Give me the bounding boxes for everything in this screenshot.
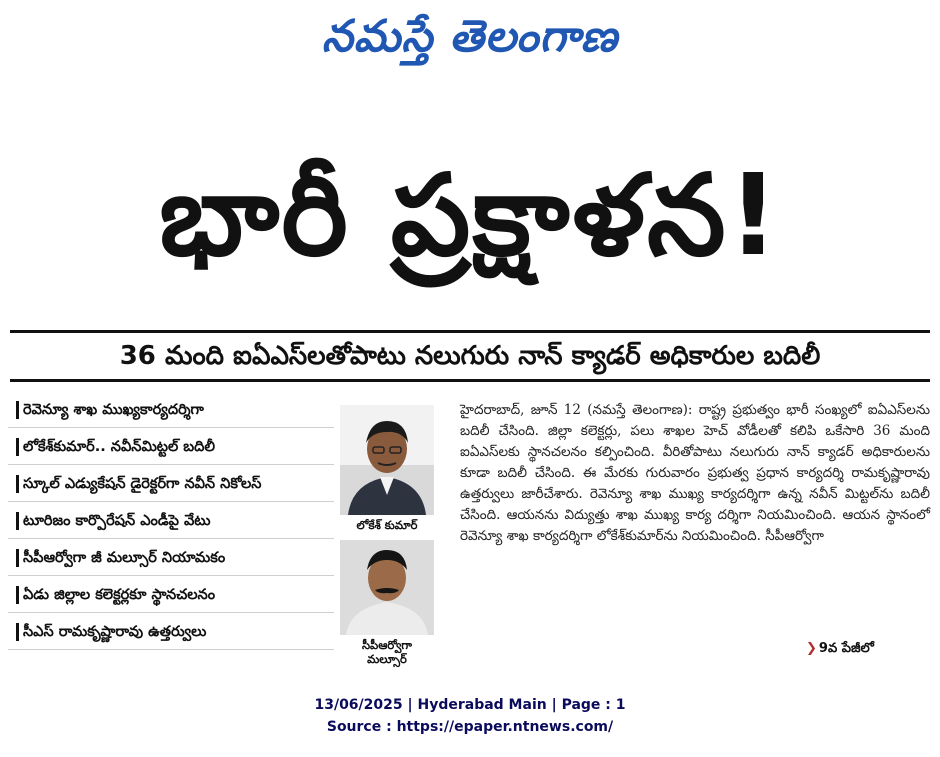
bullet-bar bbox=[16, 549, 19, 567]
portrait-photo-2 bbox=[340, 540, 434, 635]
list-item bbox=[8, 503, 334, 539]
bullet-bar bbox=[16, 438, 19, 456]
bullet-bar bbox=[16, 586, 19, 604]
highlight-text: స్కూల్ ఎడ్యుకేషన్ డైరెక్టర్‌గా నవీన్ నికోలస్ bbox=[23, 476, 262, 492]
page-footer bbox=[0, 694, 940, 738]
caption-line: సీపీఆర్వోగా bbox=[361, 638, 413, 652]
continued-label: 9వ పేజీలో bbox=[818, 641, 874, 656]
list-item bbox=[8, 614, 334, 650]
bullet-bar bbox=[16, 401, 19, 419]
list-item bbox=[8, 577, 334, 613]
newspaper-masthead: నమస్తే తెలంగాణ bbox=[321, 11, 619, 62]
person-portrait-icon bbox=[340, 405, 434, 515]
highlight-text: లోకేశ్‌కుమార్.. నవీన్‌మిట్టల్ బదిలీ bbox=[23, 439, 216, 455]
highlight-text: టూరిజం కార్పొరేషన్ ఎండీపై వేటు bbox=[23, 513, 211, 529]
footer-date-line: 13/06/2025 | Hyderabad Main | Page : 1 bbox=[314, 697, 626, 713]
arrow-icon: ❯ bbox=[806, 641, 817, 656]
list-item bbox=[8, 429, 334, 465]
highlights-list bbox=[8, 392, 334, 651]
main-headline: భారీ ప్రక్షాళన! bbox=[159, 151, 781, 281]
sub-headline: 36 మంది ఐఏఎస్‌లతోపాటు నలుగురు నాన్ క్యాడర్ అధికారుల బదిలీ bbox=[119, 341, 821, 371]
portrait-photo-1 bbox=[340, 405, 434, 515]
continued-on-page bbox=[806, 638, 936, 660]
highlight-text: రెవెన్యూ శాఖ ముఖ్యకార్యదర్శిగా bbox=[23, 402, 204, 418]
bullet-bar bbox=[16, 623, 19, 641]
bullet-bar bbox=[16, 512, 19, 530]
highlight-text: సీపీఆర్వోగా జీ మల్సూర్ నియామకం bbox=[23, 550, 226, 566]
person-portrait-icon bbox=[340, 540, 434, 635]
subhead-band bbox=[10, 330, 930, 382]
caption-line: మల్సూర్ bbox=[367, 652, 407, 666]
bullet-bar bbox=[16, 475, 19, 493]
photo-caption-2 bbox=[330, 638, 444, 666]
footer-source-line: Source : https://epaper.ntnews.com/ bbox=[326, 719, 614, 735]
photo-caption-1: లోకేశ్ కుమార్ bbox=[356, 518, 418, 532]
list-item bbox=[8, 540, 334, 576]
list-item bbox=[8, 466, 334, 502]
highlight-text: ఏడు జిల్లాల కలెక్టర్లకూ స్థానచలనం bbox=[23, 587, 216, 603]
article-body: హైదరాబాద్, జూన్ 12 (నమస్తే తెలంగాణ): రాష్ట్ర ప్రభుత్వం భారీ సంఖ్యలో ఐఏఎస్‌లను బదిలీ చేసింది. జిల్లా కలెక్టర్లు, పలు శాఖల హెచ్ వోడీలతో కలిపి ఒకేసారి 36 మంది ఐఏఎస్‌లకు స్థానచలనం కల్పించింది. వీరితోపాటు నలుగురు నాన్ క్యాడర్ అధికారులను కూడా బదిలీ చేసింది. ఈ మేరకు గురువారం ప్రభుత్వ ప్రధాన కార్యదర్శి రామకృష్ణారావు ఉత్తర్వులు జారీచేశారు. రెవెన్యూ శాఖ ముఖ్య కార్యదర్శిగా ఉన్న నవీన్ మిట్టల్‌ను బదిలీ చేసింది. ఆయనను విద్యుత్తు శాఖ ముఖ్య కార్య దర్శిగా నియమించింది. ఆయన స్థానంలో రెవెన్యూ శాఖ కార్యదర్శిగా లోకేశ్‌కుమార్‌ను నియమించింది. సీపీఆర్వోగా bbox=[460, 402, 930, 544]
list-item bbox=[8, 392, 334, 428]
highlight-text: సీఎస్ రామకృష్ణారావు ఉత్తర్వులు bbox=[23, 624, 207, 640]
